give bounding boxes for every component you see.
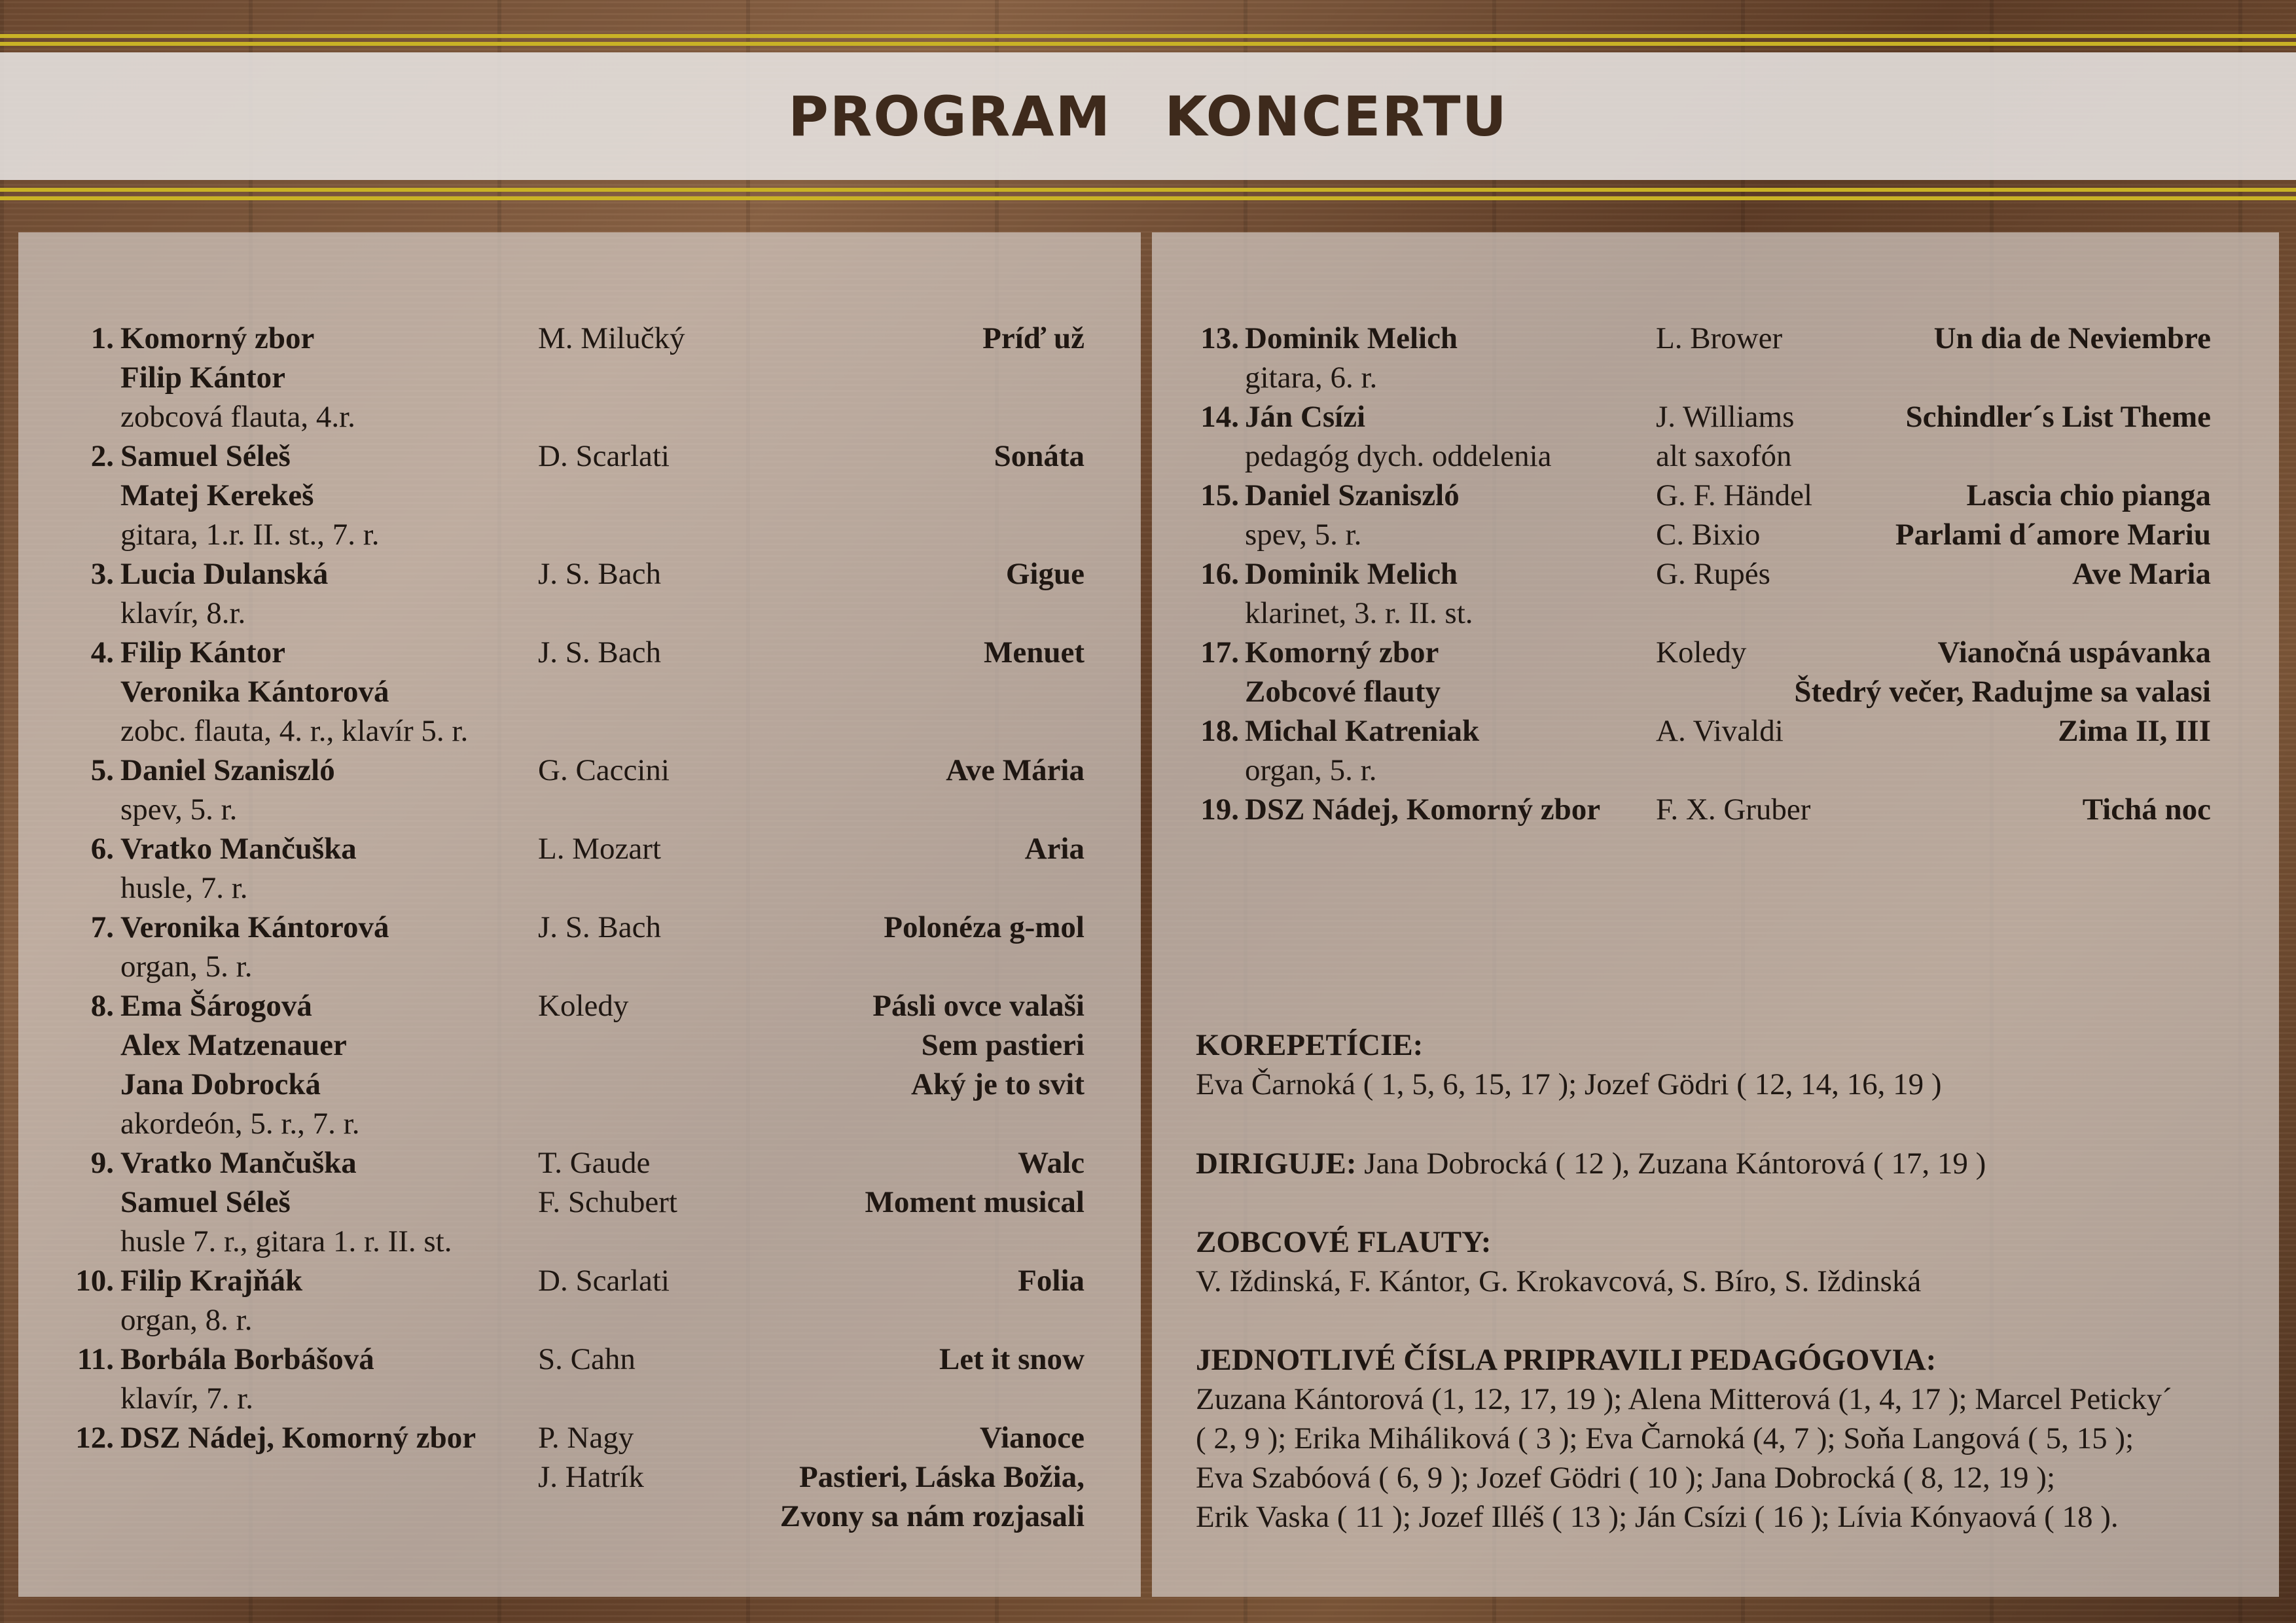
performer-detail: zobc. flauta, 4. r., klavír 5. r. [120,714,469,748]
piece-title: Let it snow [939,1342,1085,1376]
piece-title: Vianočná uspávanka [1937,635,2211,669]
performer-detail: gitara, 1.r. II. st., 7. r. [120,518,380,552]
piece-title: Aký je to svit [911,1067,1085,1101]
entry-number: 10. [75,1264,114,1298]
diriguje-text: Jana Dobrocká ( 12 ), Zuzana Kántorová ( 17, 19 ) [1356,1147,1986,1181]
performer-name: Filip Kántor [120,635,285,669]
composer-name: A. Vivaldi [1656,714,1784,748]
performer-detail: organ, 5. r. [1245,753,1377,787]
composer-name: P. Nagy [538,1421,634,1455]
performer-name: Samuel Séleš [120,1185,291,1219]
composer-name: J. S. Bach [538,557,661,591]
performer-name: DSZ Nádej, Komorný zbor [120,1421,476,1455]
banner-stripe-top-1 [0,34,2296,38]
performer-detail: organ, 8. r. [120,1303,253,1337]
performer-detail: klavír, 7. r. [120,1382,254,1416]
performer-name: Daniel Szaniszló [120,753,335,787]
performer-name: Filip Kántor [120,361,285,395]
composer-name: T. Gaude [538,1146,651,1180]
performer-name: Komorný zbor [120,321,315,355]
entry-number: 16. [1200,557,1239,591]
piece-title: Ave Maria [2072,557,2211,591]
piece-title: Pastieri, Láska Božia, [798,1460,1085,1494]
performer-name: Borbála Borbášová [120,1342,374,1376]
composer-name: J. Hatrík [538,1460,644,1494]
piece-title: Walc [1018,1146,1085,1180]
flauty-label: ZOBCOVÉ FLAUTY: [1196,1225,1492,1259]
entry-number: 15. [1200,478,1239,512]
korepeticie-text: Eva Čarnoká ( 1, 5, 6, 15, 17 ); Jozef Gödri ( 12, 14, 16, 19 ) [1196,1067,1942,1101]
piece-title: Zima II, III [2058,714,2211,748]
composer-name: G. F. Händel [1656,478,1813,512]
piece-title: Sonáta [994,439,1085,473]
performer-name: Dominik Melich [1245,557,1458,591]
entry-number: 19. [1200,793,1239,827]
performer-name: Veronika Kántorová [120,910,389,944]
composer-name: alt saxofón [1656,439,1792,473]
composer-name: S. Cahn [538,1342,636,1376]
piece-title: Schindler´s List Theme [1905,400,2211,434]
piece-title: Un dia de Neviembre [1933,321,2211,355]
composer-name: Koledy [538,989,629,1023]
performer-detail: spev, 5. r. [120,793,238,827]
piece-title: Ave Mária [946,753,1085,787]
entry-number: 4. [90,635,114,669]
composer-name: G. Caccini [538,753,670,787]
composer-name: C. Bixio [1656,518,1761,552]
diriguje-line [1196,1144,1986,1183]
performer-name: DSZ Nádej, Komorný zbor [1245,793,1601,827]
piece-title: Polonéza g-mol [884,910,1085,944]
page-title: PROGRAM KONCERTU [788,84,1508,149]
entry-number: 9. [90,1146,114,1180]
performer-name: Ema Šárogová [120,989,312,1023]
composer-name: M. Milučký [538,321,685,355]
piece-title: Štedrý večer, Radujme sa valasi [1794,675,2211,709]
composer-name: J. S. Bach [538,910,661,944]
performer-name: Matej Kerekeš [120,478,314,512]
piece-title: Parlami d´amore Mariu [1895,518,2211,552]
banner-stripe-bottom-1 [0,188,2296,192]
performer-name: Komorný zbor [1245,635,1439,669]
piece-title: Pásli ovce valaši [872,989,1085,1023]
piece-title: Tichá noc [2082,793,2211,827]
entry-number: 11. [77,1342,114,1376]
performer-name: Vratko Mančuška [120,832,357,866]
performer-detail: klarinet, 3. r. II. st. [1245,596,1473,630]
entry-number: 7. [90,910,114,944]
piece-title: Aria [1024,832,1085,866]
performer-detail: klavír, 8.r. [120,596,246,630]
entry-number: 3. [90,557,114,591]
performer-name: Dominik Melich [1245,321,1458,355]
entry-number: 12. [75,1421,114,1455]
performer-detail: gitara, 6. r. [1245,361,1378,395]
piece-title: Lascia chio pianga [1966,478,2211,512]
korepeticie-label: KOREPETÍCIE: [1196,1028,1424,1062]
piece-title: Gigue [1005,557,1085,591]
performer-detail: husle, 7. r. [120,871,248,905]
performer-name: Ján Csízi [1245,400,1366,434]
entry-number: 1. [90,321,114,355]
performer-detail: zobcová flauta, 4.r. [120,400,355,434]
performer-detail: spev, 5. r. [1245,518,1362,552]
banner-stripe-top-2 [0,42,2296,46]
pedagogovia-line: Eva Szabóová ( 6, 9 ); Jozef Gödri ( 10 ); Jana Dobrocká ( 8, 12, 19 ); [1196,1461,2056,1495]
pedagogovia-line: Erik Vaska ( 11 ); Jozef Illéš ( 13 ); Ján Csízi ( 16 ); Lívia Kónyaová ( 18 ). [1196,1500,2119,1534]
entry-number: 2. [90,439,114,473]
pedagogovia-line: ( 2, 9 ); Erika Miháliková ( 3 ); Eva Čarnoká (4, 7 ); Soňa Langová ( 5, 15 ); [1196,1421,2134,1455]
piece-title: Folia [1018,1264,1085,1298]
entry-number: 6. [90,832,114,866]
piece-title: Menuet [983,635,1085,669]
piece-title: Vianoce [979,1421,1085,1455]
flauty-text: V. Iždinská, F. Kántor, G. Krokavcová, S. Bíro, S. Iždinská [1196,1264,1922,1298]
entry-number: 5. [90,753,114,787]
performer-name: Veronika Kántorová [120,675,389,709]
performer-name: Samuel Séleš [120,439,291,473]
entry-number: 13. [1200,321,1239,355]
performer-name: Lucia Dulanská [120,557,329,591]
diriguje-label: DIRIGUJE: [1196,1147,1357,1181]
composer-name: D. Scarlati [538,1264,670,1298]
composer-name: F. X. Gruber [1656,793,1811,827]
performer-name: Jana Dobrocká [120,1067,321,1101]
composer-name: J. Williams [1656,400,1795,434]
composer-name: G. Rupés [1656,557,1770,591]
performer-detail: pedagóg dych. oddelenia [1245,439,1552,473]
performer-name: Filip Krajňák [120,1264,303,1298]
piece-title: Príď už [982,321,1085,355]
composer-name: D. Scarlati [538,439,670,473]
pedagogovia-label: JEDNOTLIVÉ ČÍSLA PRIPRAVILI PEDAGÓGOVIA: [1196,1343,1937,1377]
entry-number: 14. [1200,400,1239,434]
performer-name: Daniel Szaniszló [1245,478,1460,512]
performer-name: Alex Matzenauer [120,1028,347,1062]
banner-stripe-bottom-2 [0,196,2296,200]
performer-name: Vratko Mančuška [120,1146,357,1180]
performer-detail: organ, 5. r. [120,950,253,984]
piece-title: Moment musical [865,1185,1085,1219]
entry-number: 17. [1200,635,1239,669]
pedagogovia-line: Zuzana Kántorová (1, 12, 17, 19 ); Alena Mitterová (1, 4, 17 ); Marcel Peticky´ [1196,1382,2172,1416]
piece-title: Sem pastieri [921,1028,1085,1062]
entry-number: 18. [1200,714,1239,748]
performer-detail: husle 7. r., gitara 1. r. II. st. [120,1224,452,1258]
performer-name: Zobcové flauty [1245,675,1441,709]
composer-name: L. Brower [1656,321,1783,355]
composer-name: F. Schubert [538,1185,677,1219]
composer-name: Koledy [1656,635,1747,669]
performer-name: Michal Katreniak [1245,714,1480,748]
piece-title: Zvony sa nám rozjasali [780,1499,1085,1533]
entry-number: 8. [90,989,114,1023]
composer-name: J. S. Bach [538,635,661,669]
composer-name: L. Mozart [538,832,661,866]
performer-detail: akordeón, 5. r., 7. r. [120,1107,360,1141]
